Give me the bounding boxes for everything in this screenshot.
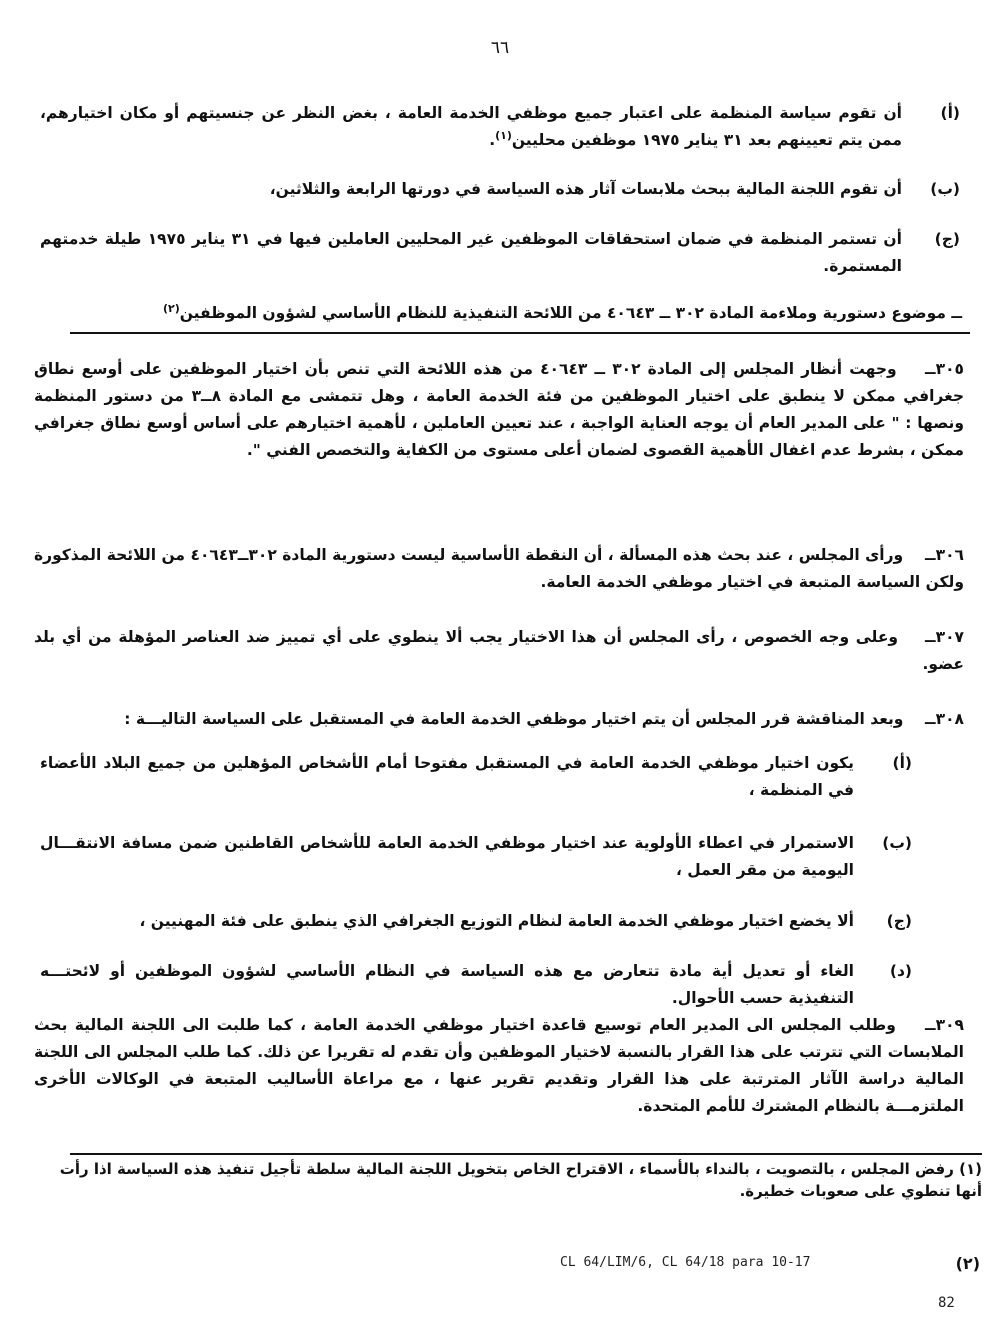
paragraph-text: وجهت أنظار المجلس إلى المادة ٣٠٢ ــ ٤٠٦٤٣ من هذه اللائحة التي تنص بأن اختيار الموظفين على أوسع نطاق جغرافي ممكن لا ينطبق على اختيار الموظفين من فئة الخدمة العامة ، وهل تتمشى مع المادة ٨ــ٣ من دستور المنظمة ونصها : " على المدير العام أن يوجه العناية الواجبة ، عند تعيين العاملين ، لأهمية اختيارهم على أساس أوسع نطاق جغرافي ممكن ، بشرط عدم اغفال الأهمية القصوى لضمان أعلى مستوى من الكفاية والتخصص الفني ". [34, 360, 964, 459]
paragraph-number: ٣٠٩ــ [925, 1016, 964, 1034]
paragraph-text: وبعد المناقشة قرر المجلس أن يتم اختيار موظفي الخدمة العامة في المستقبل على السياسة التاليـــة : [124, 710, 904, 728]
paragraph-309 [34, 1012, 964, 1120]
intro-item-c [40, 226, 960, 280]
item-end: . [489, 131, 496, 149]
item-text: أن تقوم اللجنة المالية ببحث ملابسات آثار هذه السياسة في دورتها الرابعة والثلاثين، [269, 180, 902, 198]
page-number-bottom: 82 [938, 1295, 955, 1311]
page-number-top: ٦٦ [490, 38, 510, 58]
paragraph-305 [34, 356, 964, 464]
item-marker: (ج) [886, 912, 912, 930]
paragraph-308 [34, 706, 964, 733]
item-marker: (ب) [882, 834, 912, 852]
footnote-1 [42, 1158, 982, 1202]
item-text: الغاء أو تعديل أية مادة تتعارض مع هذه السياسة في النظام الأساسي لشؤون الموظفين أو لائحتـــه التنفيذية حسب الأحوال. [40, 962, 854, 1007]
item-marker: (ج) [934, 230, 960, 248]
footnote-text: رفض المجلس ، بالتصويت ، بالنداء بالأسماء ، الاقتراح الخاص بتخويل اللجنة المالية سلطة تأجيل تنفيذ هذه السياسة اذا رأت أنها تنطوي على صعوبات خطيرة. [59, 1160, 982, 1200]
paragraph-306 [34, 542, 964, 596]
item-marker: (ب) [930, 180, 960, 198]
footnote-ref[interactable]: (١) [495, 128, 512, 142]
paragraph-number: ٣٠٥ــ [925, 360, 964, 378]
item-text: أن تستمر المنظمة في ضمان استحقاقات الموظفين غير المحليين العاملين فيها في ٣١ يناير ١٩٧٥ طيلة خدمتهم المستمرة [40, 230, 902, 275]
footnote-ref[interactable]: (٢) [162, 301, 180, 315]
paragraph-307 [34, 624, 964, 678]
item-text: يكون اختيار موظفي الخدمة العامة في المستقبل مفتوحا أمام الأشخاص المؤهلين من جميع البلاد الأعضاء في المنظمة ، [40, 754, 854, 799]
heading-dash: ــ [951, 304, 962, 322]
section-heading [42, 300, 962, 327]
heading-text: موضوع دستورية وملاءمة المادة ٣٠٢ ــ ٤٠٦٤٣ من اللائحة التنفيذية للنظام الأساسي لشؤون الموظفين [179, 304, 946, 322]
policy-item-d [40, 958, 912, 1012]
paragraph-text: ورأى المجلس ، عند بحث هذه المسألة ، أن النقطة الأساسية ليست دستورية المادة ٣٠٢ــ٤٠٦٤٣ من اللائحة المذكورة ولكن السياسة المتبعة في اختيار موظفي الخدمة العامة. [34, 546, 964, 591]
policy-item-c [40, 908, 912, 935]
item-text: الاستمرار في اعطاء الأولوية عند اختيار موظفي الخدمة العامة للأشخاص القاطنين ضمن مسافة الانتقـــال اليومية من مقر العمل ، [40, 834, 854, 879]
footnote-separator [70, 1153, 982, 1155]
item-text: أن تقوم سياسة المنظمة على اعتبار جميع موظفي الخدمة العامة ، بغض النظر عن جنسيتهم أو مكان اختيارهم، ممن يتم تعيينهم بعد ٣١ يناير ١٩٧٥ موظفين محليين [40, 104, 902, 149]
footnote-2-text: CL 64/LIM/6, CL 64/18 para 10-17 [560, 1255, 811, 1270]
intro-item-b [40, 176, 960, 203]
paragraph-number: ٣٠٦ــ [925, 546, 964, 564]
footnote-2-marker: (٢) [955, 1254, 980, 1273]
policy-item-a [40, 750, 912, 804]
paragraph-number: ٣٠٨ــ [925, 710, 964, 728]
item-end: . [823, 257, 830, 275]
heading-underline [70, 332, 970, 334]
item-marker: (أ) [940, 104, 960, 122]
item-marker: (د) [889, 962, 912, 980]
intro-item-a [40, 100, 960, 154]
paragraph-text: وعلى وجه الخصوص ، رأى المجلس أن هذا الاختيار يجب ألا ينطوي على أي تمييز ضد العناصر المؤهلة من أي بلد عضو. [34, 628, 964, 673]
policy-item-b [40, 830, 912, 884]
item-marker: (أ) [892, 754, 912, 772]
item-text: ألا يخضع اختيار موظفي الخدمة العامة لنظام التوزيع الجغرافي الذي ينطبق على فئة المهنيين ، [139, 912, 854, 930]
footnote-marker: (١) [959, 1160, 982, 1178]
paragraph-number: ٣٠٧ــ [925, 628, 964, 646]
paragraph-text: وطلب المجلس الى المدير العام توسيع قاعدة اختيار موظفي الخدمة العامة ، كما طلبت الى اللجنة المالية بحث الملابسات التي تترتب على هذا القرار بالنسبة لاختيار الموظفين وأن تقدم له تقريرا عن ذلك. كما طلب المجلس الى اللجنة المالية دراسة الآثار المترتبة على هذا القرار وتقديم تقرير عنها ، مع مراعاة الأساليب المتبعة في الوكالات الأخرى الملتزمـــة بالنظام المشترك للأمم المتحدة. [34, 1016, 964, 1115]
